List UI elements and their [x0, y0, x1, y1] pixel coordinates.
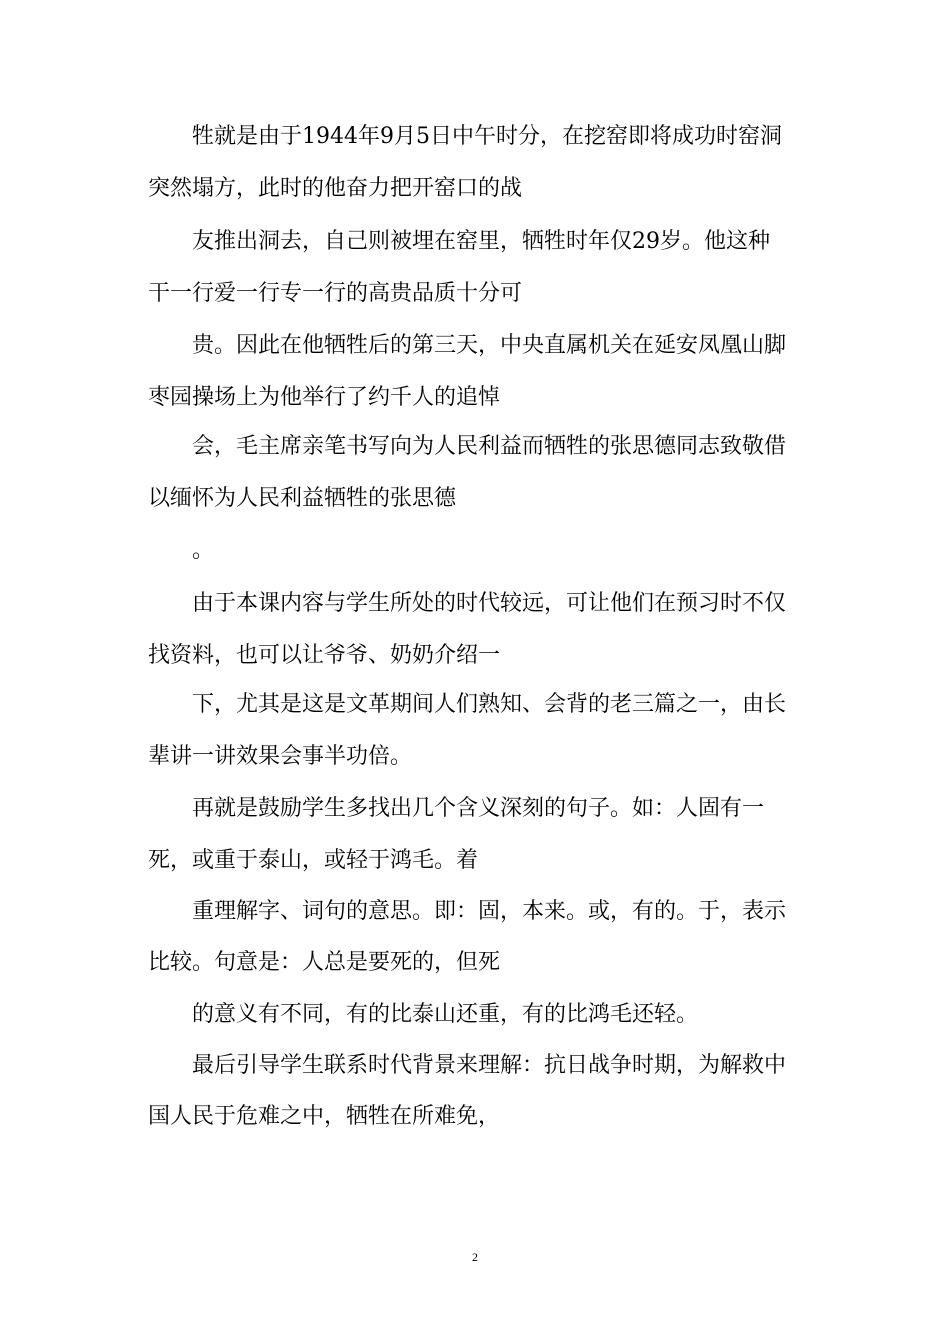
- text-line: 重理解字、词句的意思。即：固，本来。或，有的。于，表示: [192, 899, 787, 924]
- text-line: 找资料，也可以让爷爷、奶奶介绍一: [148, 643, 501, 668]
- text-line: 的意义有不同，有的比泰山还重，有的比鸿毛还轻。: [192, 1002, 699, 1027]
- text-line: 死，或重于泰山，或轻于鸿毛。着: [148, 848, 479, 873]
- text-line: 下，尤其是这是文革期间人们熟知、会背的老三篇之一，由长: [192, 692, 787, 717]
- text-line: 最后引导学生联系时代背景来理解：抗日战争时期，为解救中: [192, 1053, 787, 1078]
- text-line: 。: [192, 538, 215, 563]
- text-line: 枣园操场上为他举行了约千人的追悼: [148, 385, 501, 410]
- text-line: 比较。句意是：人总是要死的，但死: [148, 950, 501, 975]
- text-line: 牲就是由于1944年9月5日中午时分，在挖窑即将成功时窑洞: [192, 124, 782, 149]
- text-line: 会，毛主席亲笔书写向为人民利益而牺牲的张思德同志致敬借: [192, 434, 787, 459]
- text-line: 以缅怀为人民利益牺牲的张思德: [148, 486, 457, 511]
- text-line: 由于本课内容与学生所处的时代较远，可让他们在预习时不仅: [192, 591, 787, 616]
- text-line: 再就是鼓励学生多找出几个含义深刻的句子。如：人固有一: [192, 796, 765, 821]
- text-line: 突然塌方，此时的他奋力把开窑口的战: [148, 176, 523, 201]
- page-number: 2: [472, 1250, 478, 1264]
- text-line: 友推出洞去，自己则被埋在窑里，牺牲时年仅29岁。他这种: [192, 229, 770, 254]
- text-line: 国人民于危难之中，牺牲在所难免，: [148, 1104, 501, 1129]
- text-line: 贵。因此在他牺牲后的第三天，中央直属机关在延安凤凰山脚: [192, 333, 787, 358]
- text-line: 辈讲一讲效果会事半功倍。: [148, 744, 413, 769]
- text-line: 干一行爱一行专一行的高贵品质十分可: [148, 281, 523, 306]
